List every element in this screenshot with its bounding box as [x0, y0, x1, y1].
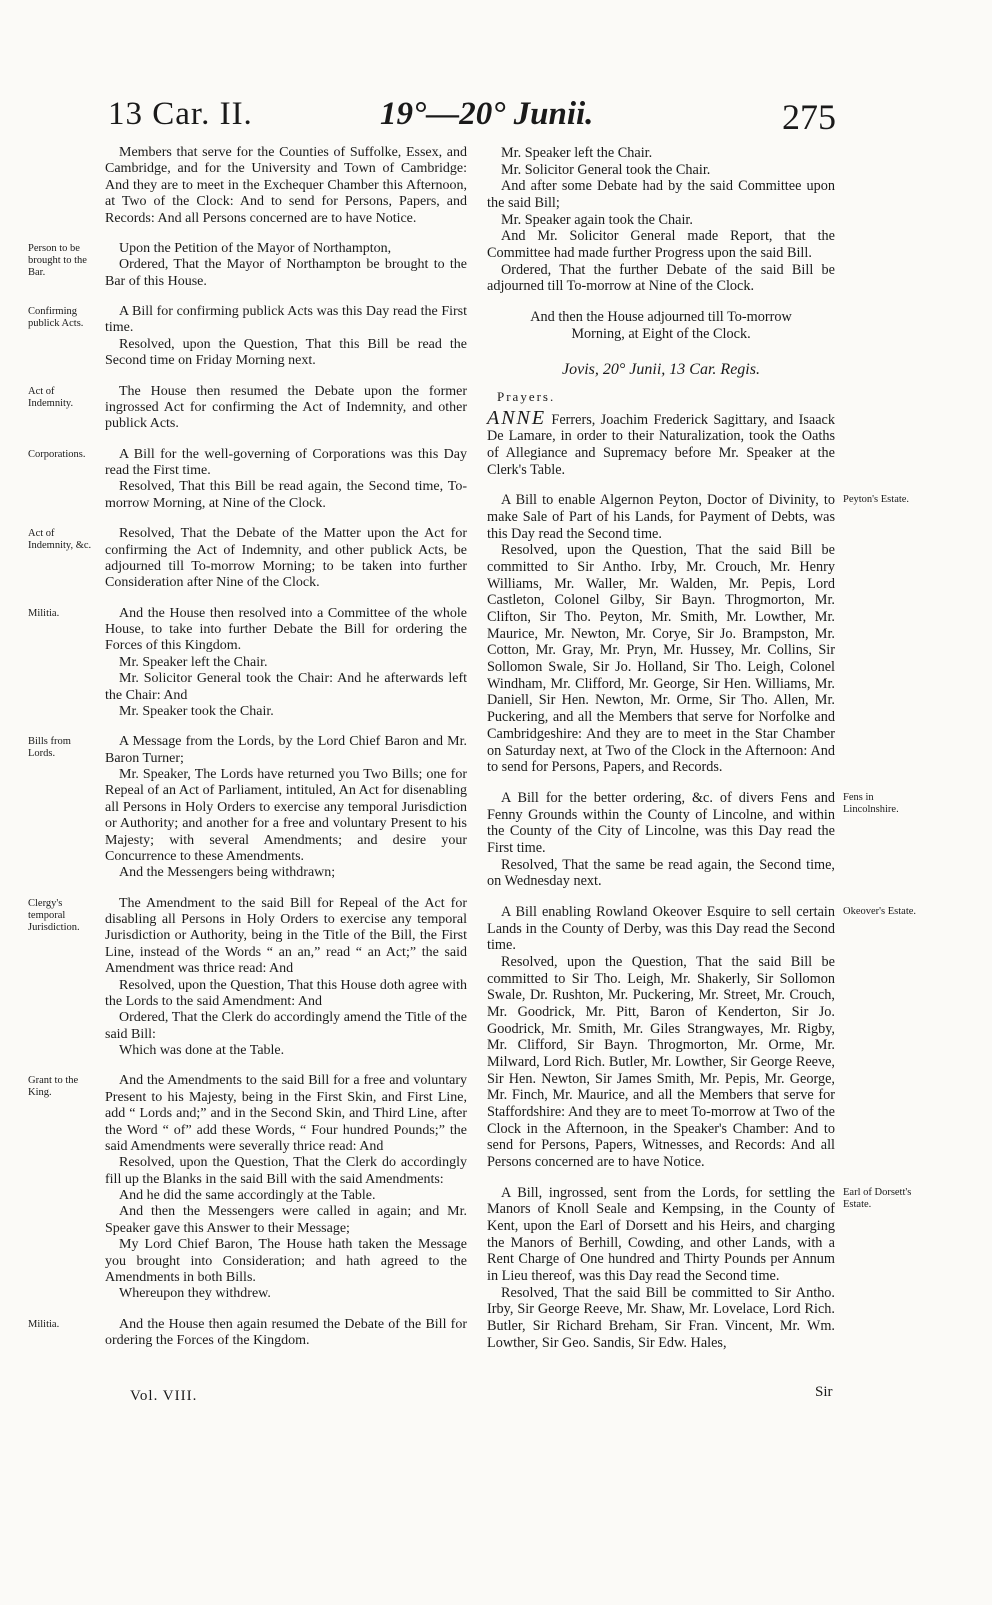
entry-paragraph: And Mr. Solicitor General made Report, that the Committee had made further Progress upon the said Bill.	[487, 228, 835, 262]
entry-paragraph: Mr. Solicitor General took the Chair.	[501, 161, 711, 178]
entry-paragraph: A Bill for the well-governing of Corporations was this Day read the First time.	[105, 446, 467, 478]
entry-paragraph: And the House then again resumed the Debate of the Bill for ordering the Forces of the Kingdom.	[105, 1316, 467, 1348]
entry-paragraph: Resolved, upon the Question, That the said Bill be committed to Sir Tho. Leigh, Mr. Shakerly, Sir Sollomon Swale, Dr. Rushton, Mr. Puckering, Mr. Street, Mr. Crouch, Mr. Goodrick, Mr. Pitt, Baron of Kenderton, Sir Jo. Goodrick, Mr. Smith, Mr. Giles Strangwayes, Mr. Rigby, Mr. Clifford, Sir Bayn. Throgmorton, Mr. Orme, Mr. Milward, Lord Rich. Butler, Mr. Lowther, Sir George Reeve, Sir Hen. Newton, Sir James Smith, Mr. Pepis, Mr. George, Mr. Finch, Mr. Maurice, and all the Members that serve for Staffordshire: And they are to meet To-morrow at Two of the Clock in the Afternoon, in the Speaker's Chamber: And to send for Persons, Papers, Witnesses, and Records: And all Persons concerned are to have Notice.	[487, 953, 835, 1170]
prayers-heading: Prayers.	[497, 389, 556, 405]
entry-paragraph: And the House then resolved into a Committee of the whole House, to take into further Debate the Bill for ordering the Forces of this Kingdom.	[105, 605, 467, 654]
journal-entry	[28, 1316, 467, 1350]
entry-paragraph: And after some Debate had by the said Committee upon the said Bill;	[487, 178, 835, 212]
left-column	[28, 145, 467, 1363]
marginal-note: Grant to the King.	[28, 1075, 79, 1099]
journal-entry	[28, 605, 467, 721]
entry-paragraph: Ordered, That the Mayor of Northampton be brought to the Bar of this House.	[105, 257, 467, 289]
entry-paragraph: Mr. Solicitor General took the Chair: And he afterwards left the Chair: And	[105, 671, 467, 703]
marginal-note: Act of Indemnity, &c.	[28, 528, 92, 552]
entry-paragraph: And he did the same accordingly at the Table.	[119, 1188, 376, 1203]
entry-paragraph: A Bill, ingrossed, sent from the Lords, for settling the Manors of Knoll Seale and Kempsing, in the County of Kent, upon the Earl of Dorsett and his Heirs, and charging the Manors of Berhill, Cowding, and other Lands, with a Rent Charge of One hundred and Thirty Pounds per Annum in Lieu thereof, was this Day read the Second time.	[487, 1184, 835, 1284]
entry-paragraph: Mr. Speaker left the Chair.	[501, 145, 653, 161]
journal-entry	[487, 1184, 912, 1352]
marginal-note: Peyton's Estate.	[843, 494, 910, 506]
entry-paragraph: A Bill to enable Algernon Peyton, Doctor of Divinity, to make Sale of Part of his Lands, for Payment of Debts, was this Day read the Second time.	[487, 492, 835, 542]
journal-entry	[487, 903, 917, 1171]
running-head-reign: 13 Car. II.	[108, 96, 253, 132]
entry-paragraph: My Lord Chief Baron, The House hath taken the Message you brought into Consideration; and hath agreed to the Amendments in both Bills.	[105, 1237, 467, 1285]
entry-paragraph: Mr. Speaker again took the Chair.	[501, 211, 693, 228]
journal-entry	[28, 240, 467, 290]
journal-entry	[28, 1073, 467, 1302]
entry-paragraph: And the Messengers being withdrawn;	[119, 865, 336, 881]
entry-paragraph: Members that serve for the Counties of Suffolke, Essex, and Cambridge, and for the University and Town of Cambridge: And they are to meet in the Exchequer Chamber this Afternoon, at Two of the Clock: And to send for Persons, Papers, and Records: And all Persons concerned are to have Notice.	[105, 145, 467, 226]
entry-paragraph: Resolved, upon the Question, That this House doth agree with the Lords to the said Amendment: And	[105, 977, 467, 1009]
adjournment-notice: And then the House adjourned till To-morrow Morning, at Eight of the Clock.	[530, 309, 792, 342]
marginal-note: Confirming publick Acts.	[28, 306, 84, 329]
marginal-note: Clergy's temporal Jurisdiction.	[28, 897, 80, 933]
dropcap-word: ANNE	[487, 406, 547, 429]
committee-proceedings	[487, 145, 835, 295]
entry-paragraph: Resolved, That the Debate of the Matter upon the Act for confirming the Act of Indemnity, and other publick Acts, be adjourned till To-morrow Morning; to be taken into further Consideration after Nine of the Clock.	[105, 526, 467, 591]
naturalization-text: Ferrers, Joachim Frederick Sagittary, and Isaack De Lamare, in order to their Naturalization, took the Oaths of Allegiance and Supremacy before Mr. Speaker at the Clerk's Table.	[487, 411, 835, 478]
journal-entry	[28, 446, 467, 513]
entry-paragraph: A Bill for the better ordering, &c. of divers Fens and Fenny Grounds within the County of Lincolne, and within the County of the City of Lincolne, was this Day read the First time.	[487, 789, 835, 856]
journal-entry	[28, 383, 467, 433]
entry-paragraph: And the Amendments to the said Bill for a free and voluntary Present to his Majesty, being in the First Skin, and First Line, add “ Lords and;” and in the Second Skin, and Third Line, after the Word “ of” add these Words, “ Four hundred Pounds;” the said Amendments were severally thrice read: And	[105, 1073, 467, 1154]
entry-paragraph: A Bill enabling Rowland Okeover Esquire to sell certain Lands in the County of Derby, was this Day read the Second time.	[487, 903, 835, 954]
journal-entry	[105, 145, 467, 227]
entry-paragraph: Ordered, That the Clerk do accordingly amend the Title of the said Bill:	[105, 1010, 467, 1042]
entry-paragraph: Which was done at the Table.	[119, 1043, 285, 1058]
journal-entry	[487, 789, 899, 890]
entry-paragraph: The House then resumed the Debate upon the former ingrossed Act for confirming the Act of Indemnity, and other publick Acts.	[105, 383, 467, 432]
entry-paragraph: Resolved, upon the Question, That this Bill be read the Second time on Friday Morning next.	[105, 336, 467, 369]
catchword: Sir	[815, 1384, 833, 1400]
entry-paragraph: Resolved, That this Bill be read again, the Second time, To-morrow Morning, at Nine of the Clock.	[105, 479, 467, 511]
entry-paragraph: Resolved, upon the Question, That the Clerk do accordingly fill up the Blanks in the said Bill with the said Amendments:	[105, 1155, 467, 1187]
journal-entry	[28, 304, 467, 370]
entry-paragraph: And then the Messengers were called in again; and Mr. Speaker gave this Answer to their Message;	[105, 1204, 467, 1236]
journal-entry	[487, 492, 910, 776]
marginal-note: Bills from Lords.	[28, 736, 71, 760]
marginal-note: Person to be brought to the Bar.	[28, 242, 87, 278]
entry-paragraph: Ordered, That the further Debate of the said Bill be adjourned till To-morrow at Nine of the Clock.	[487, 261, 835, 295]
naturalization-entry	[487, 406, 835, 479]
entry-paragraph: A Bill for confirming publick Acts was this Day read the First time.	[105, 304, 467, 336]
entry-paragraph: Resolved, That the said Bill be committed to Sir Antho. Irby, Sir George Reeve, Mr. Shaw, Mr. Lovelace, Lord Rich. Butler, Sir Richard Breham, Sir Fran. Vincent, Mr. Wm. Lowther, Sir Geo. Sandis, Sir Edw. Hales,	[487, 1284, 835, 1351]
running-head-dates: 19°—20° Junii.	[380, 96, 594, 132]
right-column	[487, 145, 917, 1365]
marginal-note: Militia.	[28, 607, 60, 619]
marginal-note: Fens in Lincolnshire.	[843, 791, 899, 815]
marginal-note: Earl of Dorsett's Estate.	[843, 1186, 912, 1210]
entry-paragraph: Mr. Speaker left the Chair.	[119, 654, 268, 670]
marginal-note: Act of Indemnity.	[28, 385, 74, 409]
journal-entry	[28, 734, 467, 881]
entry-paragraph: The Amendment to the said Bill for Repeal of the Act for disabling all Persons in Holy Orders to exercise any temporal Jurisdiction or Authority, being in the Title of the Bill, the First Line, instead of the Words “ an an,” read “ an Act;” the said Amendment was thrice read: And	[105, 895, 467, 977]
right-entries	[487, 492, 917, 1351]
journal-entry	[28, 895, 467, 1060]
marginal-note: Militia.	[28, 1318, 60, 1330]
page-number: 275	[782, 97, 836, 137]
marginal-note: Okeover's Estate.	[843, 905, 917, 917]
entry-paragraph: Resolved, upon the Question, That the said Bill be committed to Sir Antho. Irby, Mr. Crouch, Mr. Henry Williams, Mr. Waller, Mr. Walden, Mr. Pepis, Lord Castleton, Colonel Gilby, Sir Bayn. Throgmorton, Mr. Clifton, Sir Tho. Peyton, Mr. Smith, Mr. Lowther, Mr. Maurice, Mr. Newton, Mr. Corye, Sir Jo. Brampston, Mr. Cotton, Mr. Gray, Mr. Pryn, Mr. Hussey, Mr. Collins, Sir Sollomon Swale, Sir Jo. Holland, Sir Tho. Leigh, Colonel Windham, Mr. Clifford, Mr. George, Sir Hen. Williams, Mr. Daniell, Sir Hen. Newton, Mr. Orme, Sir Tho. Allen, Mr. Puckering, and all the Members that serve for Norfolke and Cambridgeshire: And they are to meet in the Star Chamber on Saturday next, at Two of the Clock in the Afternoon: And to send for Persons, Papers, and Records.	[487, 542, 835, 776]
date-heading: Jovis, 20° Junii, 13 Car. Regis.	[562, 361, 760, 379]
marginal-note: Corporations.	[28, 448, 86, 460]
volume-signature: Vol. VIII.	[130, 1388, 198, 1404]
entry-paragraph: Whereupon they withdrew.	[119, 1286, 271, 1302]
entry-paragraph: Mr. Speaker took the Chair.	[119, 703, 274, 719]
journal-entry	[28, 526, 467, 592]
entry-paragraph: Resolved, That the same be read again, the Second time, on Wednesday next.	[487, 856, 835, 890]
entry-paragraph: A Message from the Lords, by the Lord Chief Baron and Mr. Baron Turner;	[105, 734, 467, 766]
entry-paragraph: Mr. Speaker, The Lords have returned you Two Bills; one for Repeal of an Act of Parliament, intituled, An Act for disenabling all Persons in Holy Orders to exercise any temporal Jurisdiction or Authority; and another for a free and voluntary Present to his Majesty; with several Amendments; and desire your Concurrence to these Amendments.	[105, 767, 467, 864]
entry-paragraph: Upon the Petition of the Mayor of Northampton,	[119, 240, 392, 256]
